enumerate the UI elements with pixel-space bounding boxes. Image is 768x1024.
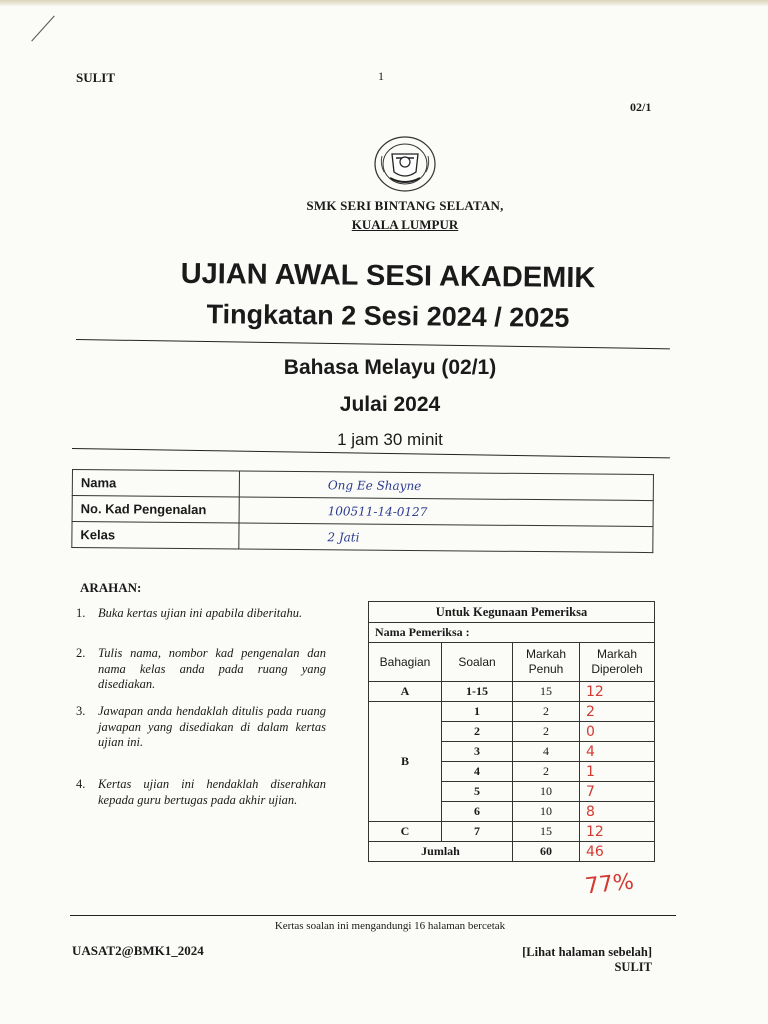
obtained-marks-cell: 12 <box>580 682 655 702</box>
col-header-full-marks: Markah Penuh <box>513 643 580 682</box>
obtained-marks-cell: 4 <box>580 742 655 762</box>
total-label: Jumlah <box>369 842 513 862</box>
candidate-name-label: Nama <box>72 470 239 497</box>
divider-top <box>76 339 670 349</box>
obtained-marks-cell: 0 <box>580 722 655 742</box>
candidate-info-table <box>71 469 654 553</box>
pen-mark <box>31 16 54 42</box>
col-header-question: Soalan <box>442 643 513 682</box>
examiner-name-label: Nama Pemeriksa : <box>369 623 655 643</box>
examiner-table <box>368 601 655 862</box>
obtained-marks-cell: 8 <box>580 802 655 822</box>
full-marks-cell: 10 <box>513 802 580 822</box>
instruction-text: Kertas ujian ini hendaklah diserahkan kepada guru bertugas pada akhir ujian. <box>98 777 326 807</box>
exam-duration: 1 jam 30 minit <box>337 430 443 449</box>
header-page-number: 1 <box>378 69 384 83</box>
table-row <box>369 822 655 842</box>
instruction-item <box>76 606 326 622</box>
full-marks-cell: 2 <box>513 762 580 782</box>
instruction-item <box>76 777 326 808</box>
score-percentage: 77% <box>583 869 636 900</box>
candidate-name-field[interactable]: Ong Ee Shayne <box>239 471 653 501</box>
table-row <box>369 682 655 702</box>
school-city <box>250 217 560 233</box>
question-cell: 6 <box>442 802 513 822</box>
obtained-marks-cell: 2 <box>580 702 655 722</box>
question-cell: 1-15 <box>442 682 513 702</box>
exam-date: Julai 2024 <box>339 393 441 416</box>
candidate-class-field[interactable]: 2 Jati <box>239 523 653 553</box>
question-cell: 3 <box>442 742 513 762</box>
total-row <box>369 842 655 862</box>
section-cell: B <box>369 702 442 822</box>
total-obtained-marks: 46 <box>580 842 655 862</box>
exam-subject: Bahasa Melayu (02/1) <box>283 356 497 379</box>
full-marks-cell: 2 <box>513 702 580 722</box>
instruction-number: 4. <box>76 777 86 791</box>
total-full-marks: 60 <box>513 842 580 862</box>
question-cell: 5 <box>442 782 513 802</box>
footer-paper-code: UASAT2@BMK1_2024 <box>72 943 204 958</box>
table-row <box>369 702 655 722</box>
school-city-text: KUALA LUMPUR <box>351 217 459 232</box>
question-cell: 2 <box>442 722 513 742</box>
full-marks-cell: 2 <box>513 722 580 742</box>
question-cell: 7 <box>442 822 513 842</box>
candidate-ic-field[interactable]: 100511-14-0127 <box>239 497 653 527</box>
instructions-title: ARAHAN: <box>80 580 142 595</box>
exam-level: Tingkatan 2 Sesi 2024 / 2025 <box>206 299 570 333</box>
footer-next-page: [Lihat halaman sebelah] <box>522 945 652 959</box>
question-cell: 1 <box>442 702 513 722</box>
instruction-number: 1. <box>76 606 86 620</box>
page-count-note: Kertas soalan ini mengandungi 16 halaman bercetak <box>274 920 506 932</box>
full-marks-cell: 10 <box>513 782 580 802</box>
school-crest-icon <box>372 134 438 194</box>
instruction-text: Jawapan anda hendaklah ditulis pada ruang jawapan yang disediakan di dalam kertas ujian ini. <box>98 704 326 749</box>
candidate-class-label: Kelas <box>72 522 239 549</box>
full-marks-cell: 4 <box>513 742 580 762</box>
full-marks-cell: 15 <box>513 682 580 702</box>
instruction-number: 3. <box>76 704 86 718</box>
obtained-marks-cell: 7 <box>580 782 655 802</box>
instruction-number: 2. <box>76 646 86 660</box>
obtained-marks-cell: 1 <box>580 762 655 782</box>
instruction-text: Buka kertas ujian ini apabila diberitahu. <box>98 606 303 620</box>
col-header-obtained-marks: Markah Diperoleh <box>580 643 655 682</box>
col-header-section: Bahagian <box>369 643 442 682</box>
header-classification: SULIT <box>76 70 116 85</box>
instruction-item <box>76 646 326 693</box>
full-marks-cell: 15 <box>513 822 580 842</box>
footer-classification: SULIT <box>614 960 652 974</box>
instruction-item <box>76 704 326 751</box>
divider-bottom <box>70 915 676 916</box>
section-cell: C <box>369 822 442 842</box>
instruction-text: Tulis nama, nombor kad pengenalan dan nama kelas anda pada ruang yang disediakan. <box>98 646 326 691</box>
paper-top-edge <box>0 0 768 6</box>
candidate-row <box>72 522 653 553</box>
school-name: SMK SERI BINTANG SELATAN, <box>306 198 504 213</box>
candidate-ic-label: No. Kad Pengenalan <box>72 496 239 523</box>
exam-title: UJIAN AWAL SESI AKADEMIK <box>180 257 596 295</box>
section-cell: A <box>369 682 442 702</box>
question-cell: 4 <box>442 762 513 782</box>
obtained-marks-cell: 12 <box>580 822 655 842</box>
header-paper-code: 02/1 <box>630 100 652 114</box>
examiner-heading: Untuk Kegunaan Pemeriksa <box>369 602 655 623</box>
